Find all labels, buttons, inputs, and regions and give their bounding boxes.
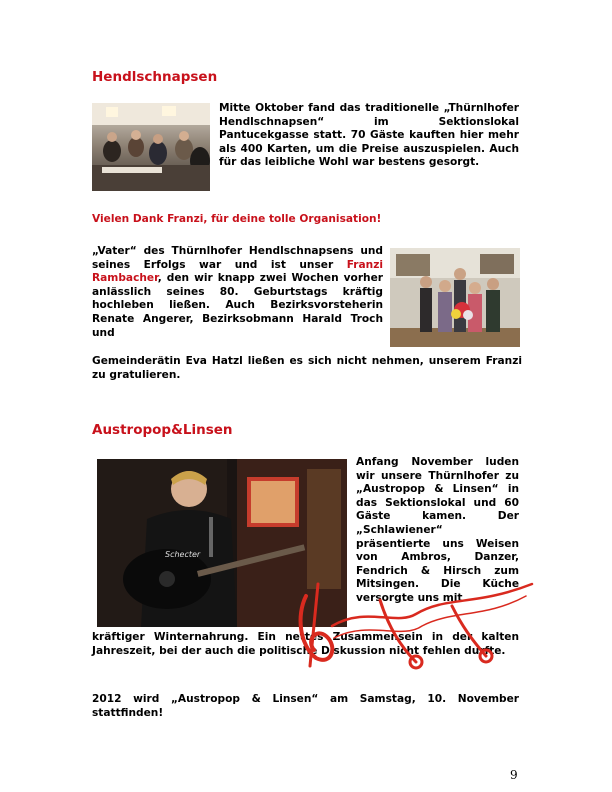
page-number: 9 [510,768,518,782]
austropop-paragraph: Anfang November luden wir unsere Thürnlhofer zu „Austropop & Linsen“ in das Sektionslokal und 60 Gäste kamen. Der „Schlawiener“ präsentierte uns Weisen von Ambros, Danzer, Fendrich & Hirsch zum Mitsingen. Die Küche versorgte uns mit [356,456,519,604]
franzi-name: Franzi Rambacher [92,258,383,285]
franzi-paragraph-body: , den wir knapp zwei Wochen vorher anlässlich seines 80. Geburtstags kräftig hochleben ließen. Auch Bezirksvorsteherin Renate Angerer, Bezirksobmann Harald Troch und [92,272,383,339]
announcement-2012: 2012 wird „Austropop & Linsen“ am Samstag, 10. November stattfinden! [92,693,519,719]
birthday-group-photo [390,248,520,347]
franzi-paragraph-end: Gemeinderätin Eva Hatzl ließen es sich nicht nehmen, unserem Franzi zu gratulieren. [92,355,522,381]
franzi-paragraph-intro: „Vater“ des Thürnlhofer Hendlschnapsens und seines Erfolgs war und ist unser [92,245,383,271]
austropop-paragraph-cont: kräftiger Winternahrung. Ein nettes Zusammensein in der kalten Jahreszeit, bei der auch die politische Diskussion nicht fehlen durfte. [92,631,519,657]
franzi-paragraph [92,245,383,340]
hendlschnapsen-paragraph: Mitte Oktober fand das traditionelle „Thürnlhofer Hendlschnapsen“ im Sektionslokal Pantucekgasse statt. 70 Gäste kauften hier mehr als 400 Karten, um die Preise auszuspielen. Auch für das leibliche Wohl war bestens gesorgt. [219,102,519,169]
card-game-photo [92,103,210,191]
section-title-hendlschnapsen: Hendlschnapsen [92,69,218,85]
section-title-austropop: Austropop&Linsen [92,422,233,438]
thanks-line: Vielen Dank Franzi, für deine tolle Organisation! [92,213,382,225]
music-note-stamp [276,566,536,676]
svg-text:Schecter: Schecter [165,550,201,559]
